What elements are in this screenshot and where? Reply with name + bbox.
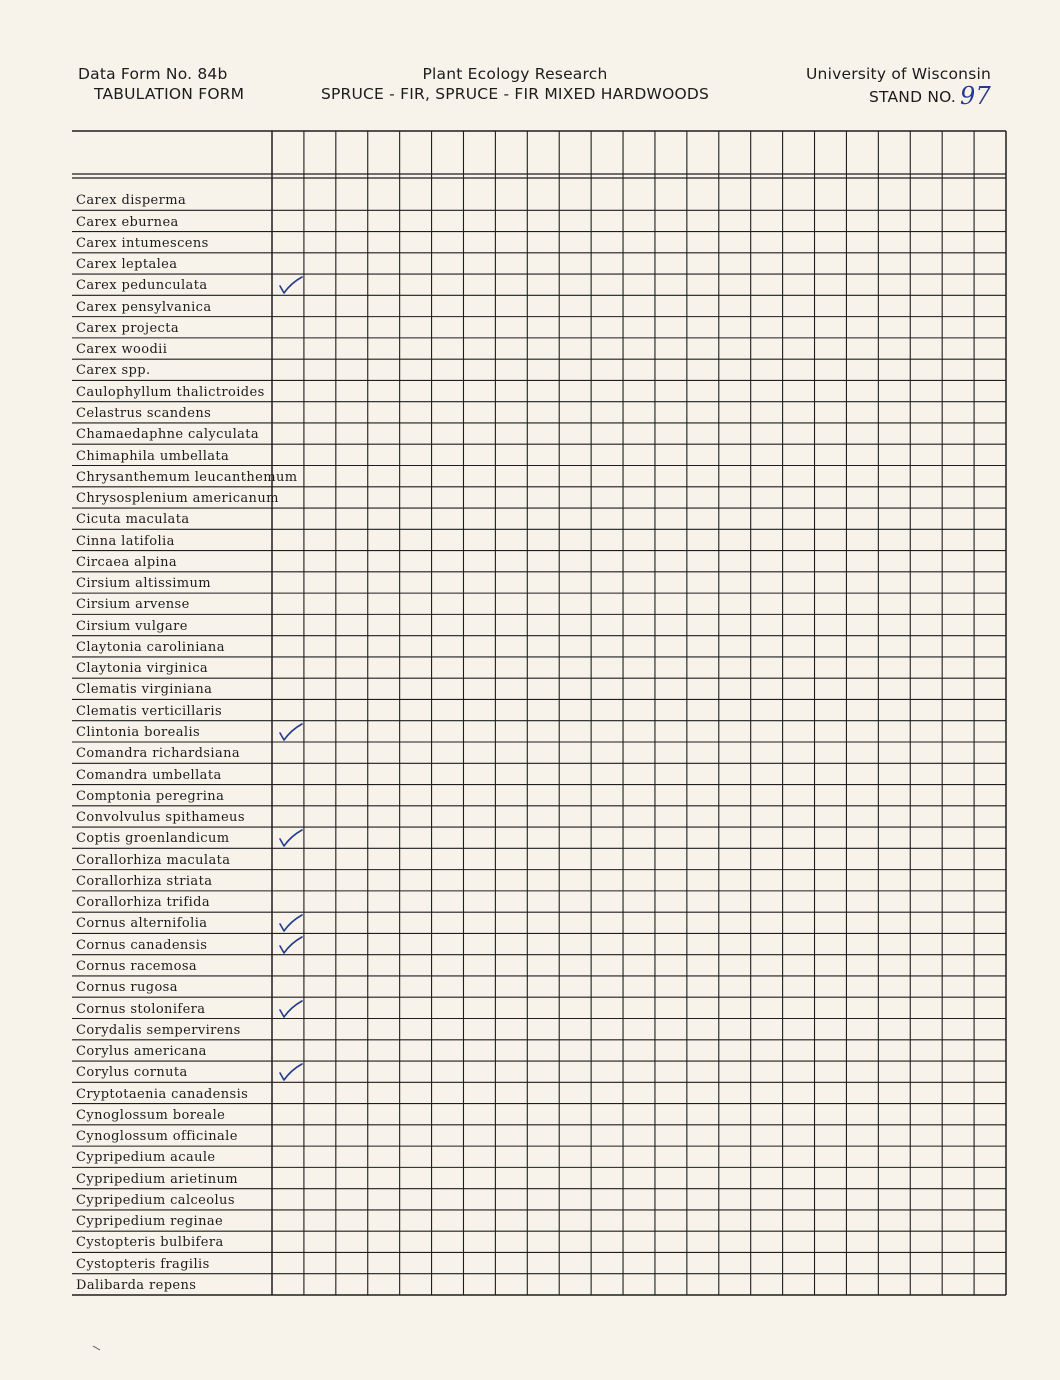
species-row: Carex woodii <box>76 342 168 358</box>
species-row: Cypripedium calceolus <box>76 1192 235 1208</box>
species-row: Clintonia borealis <box>76 725 201 740</box>
species-row: Cornus alternifolia <box>76 916 208 932</box>
species-row: Cryptotaenia canadensis <box>76 1086 249 1102</box>
species-row: Chimaphila umbellata <box>76 448 230 464</box>
species-row: Claytonia virginica <box>76 661 209 677</box>
species-row: Carex pensylvanica <box>76 299 212 315</box>
species-row: Cornus racemosa <box>76 958 198 974</box>
stand-number-value: 97 <box>960 82 991 110</box>
checkmark-icon <box>278 999 302 1017</box>
species-row: Cornus rugosa <box>76 980 178 996</box>
form-number: Data Form No. 84b <box>78 65 228 83</box>
species-row: Convolvulus spithameus <box>76 810 245 826</box>
species-row: Coptis groenlandicum <box>76 831 230 847</box>
species-row: Cirsium altissimum <box>76 576 211 592</box>
species-row: Cypripedium acaule <box>76 1150 216 1166</box>
species-row: Circaea alpina <box>76 554 178 570</box>
species-row: Corylus cornuta <box>76 1065 188 1081</box>
species-row: Corylus americana <box>76 1044 207 1060</box>
species-row: Corallorhiza maculata <box>76 852 231 868</box>
species-row: Cinna latifolia <box>76 533 175 549</box>
species-row: Caulophyllum thalictroides <box>76 384 265 400</box>
species-row: Chrysosplenium americanum <box>76 491 279 507</box>
species-row: Carex disperma <box>76 193 187 209</box>
species-row: Carex eburnea <box>76 214 179 230</box>
species-row: Chamaedaphne calyculata <box>76 427 260 443</box>
species-row: Carex pedunculata <box>76 278 208 294</box>
form-subject: SPRUCE - FIR, SPRUCE - FIR MIXED HARDWOODS <box>320 85 710 103</box>
species-row: Cystopteris fragilis <box>76 1256 210 1272</box>
species-row: Corallorhiza trifida <box>76 895 210 911</box>
species-row: Cynoglossum boreale <box>76 1107 226 1123</box>
checkmark-icon <box>278 913 302 931</box>
species-row: Claytonia caroliniana <box>76 639 225 655</box>
species-row: Cirsium arvense <box>76 597 190 613</box>
species-row: Cystopteris bulbifera <box>76 1235 224 1251</box>
species-row: Dalibarda repens <box>76 1278 197 1293</box>
organization-title: Plant Ecology Research <box>422 65 608 83</box>
species-row: Carex spp. <box>76 363 151 379</box>
species-row: Chrysanthemum leucanthemum <box>76 469 298 485</box>
species-row: Comptonia peregrina <box>76 788 225 804</box>
species-row: Celastrus scandens <box>76 405 212 421</box>
species-row: Comandra umbellata <box>76 767 222 783</box>
species-row: Corallorhiza striata <box>76 873 213 889</box>
species-row: Corydalis sempervirens <box>76 1022 241 1038</box>
stand-number-label: STAND NO. <box>868 88 957 106</box>
university-name: University of Wisconsin <box>806 65 991 83</box>
checkmark-icon <box>278 275 302 293</box>
species-row: Comandra richardsiana <box>76 746 241 762</box>
species-row: Cornus canadensis <box>76 937 208 953</box>
checkmark-icon <box>278 722 302 740</box>
species-row: Cornus stolonifera <box>76 1001 206 1017</box>
species-row: Carex leptalea <box>76 257 178 273</box>
stray-ink-mark <box>92 1338 102 1344</box>
checkmark-icon <box>278 828 302 846</box>
species-row: Cicuta maculata <box>76 512 190 528</box>
species-row: Clematis virginiana <box>76 682 213 698</box>
checkmark-icon <box>278 1062 302 1080</box>
species-row: Carex intumescens <box>76 235 209 251</box>
species-row: Clematis verticillaris <box>76 703 223 719</box>
form-type: TABULATION FORM <box>94 85 245 103</box>
species-row: Cypripedium arietinum <box>76 1171 238 1187</box>
species-row: Cirsium vulgare <box>76 618 188 634</box>
species-row: Cynoglossum officinale <box>76 1129 238 1145</box>
species-row: Cypripedium reginae <box>76 1214 224 1230</box>
checkmark-icon <box>278 935 302 953</box>
species-row: Carex projecta <box>76 320 180 336</box>
